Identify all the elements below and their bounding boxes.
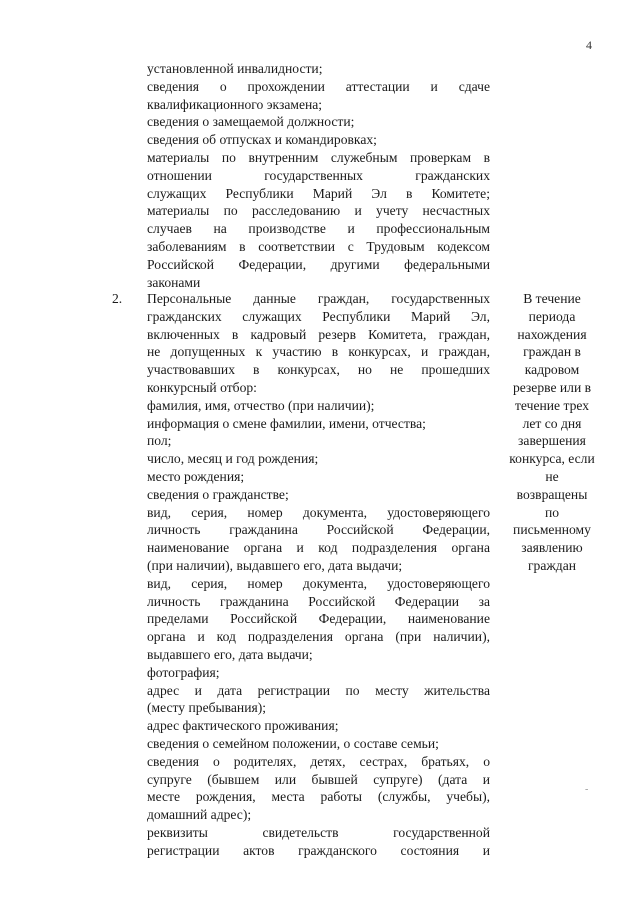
text-line: личность гражданина Российской Федерации за: [147, 593, 490, 609]
text-line: пределами Российской Федерации, наименование: [147, 611, 490, 627]
period-line: кадровом: [524, 362, 580, 378]
period-line: письменному: [513, 522, 591, 538]
retention-period: [502, 290, 602, 575]
period-line: заявлению: [521, 540, 583, 556]
period-line: граждан в: [523, 344, 581, 360]
text-line: число, месяц и год рождения;: [147, 451, 319, 467]
text-line: пол;: [147, 433, 172, 449]
period-line: по: [544, 504, 560, 520]
text-line: Российской Федерации, другими федеральными: [147, 256, 490, 272]
text-line: фамилия, имя, отчество (при наличии);: [147, 397, 375, 413]
text-line: сведения о гражданстве;: [147, 486, 289, 502]
page-number: 4: [586, 38, 592, 52]
text-line: законами: [147, 274, 201, 290]
text-line: участвовавших в конкурсах, но не прошедших: [147, 362, 490, 378]
period-line: течение трех: [514, 397, 590, 413]
item-number: 2.: [112, 291, 123, 306]
first-block: [147, 60, 490, 291]
text-line: наименование органа и код подразделения органа: [147, 540, 490, 556]
text-line: фотография;: [147, 664, 220, 680]
text-line: служащих Республики Марий Эл в Комитете;: [147, 185, 490, 201]
second-block: [147, 290, 490, 860]
text-line: вид, серия, номер документа, удостоверяющего: [147, 504, 490, 520]
period-line: конкурса, если: [509, 451, 595, 467]
period-line: лет со дня: [522, 415, 582, 431]
text-line: сведения о семейном положении, о составе семьи;: [147, 735, 439, 751]
text-line: (месту пребывания);: [147, 700, 267, 716]
text-line: выдавшего его, дата выдачи;: [147, 646, 313, 662]
period-line: В течение: [523, 291, 581, 306]
text-line: адрес и дата регистрации по месту жительства: [147, 682, 490, 698]
period-line: не: [545, 468, 559, 484]
text-line: адрес фактического проживания;: [147, 718, 339, 734]
text-line: случаев на производстве и профессиональным: [147, 221, 490, 237]
text-line: сведения о прохождении аттестации и сдаче: [147, 78, 490, 94]
text-line: заболеваниям в соответствии с Трудовым кодексом: [147, 238, 490, 254]
period-line: завершения: [518, 433, 586, 449]
text-line: включенных в кадровый резерв Комитета, граждан,: [147, 326, 490, 342]
text-line: месте рождения, места работы (службы, учебы),: [147, 789, 490, 805]
text-line: реквизиты свидетельств государственной: [147, 824, 490, 840]
text-line: органа и код подразделения органа (при наличии),: [147, 629, 490, 645]
text-line: домашний адрес);: [147, 807, 252, 823]
text-line: личность гражданина Российской Федерации,: [147, 522, 490, 538]
text-line: (при наличии), выдавшего его, дата выдачи;: [147, 557, 403, 573]
scan-mark: -: [585, 784, 589, 795]
text-line: гражданских служащих Республики Марий Эл,: [147, 308, 490, 324]
text-line: вид, серия, номер документа, удостоверяющего: [147, 575, 490, 591]
text-line: регистрации актов гражданского состояния и: [147, 842, 490, 858]
text-line: сведения об отпусках и командировках;: [147, 132, 377, 148]
period-line: возвращены: [516, 486, 588, 502]
text-line: установленной инвалидности;: [147, 61, 323, 76]
period-line: граждан: [527, 557, 577, 573]
text-line: сведения о замещаемой должности;: [147, 114, 355, 130]
text-line: не допущенных к участию в конкурсах, и граждан,: [147, 344, 490, 360]
text-line: материалы по внутренним служебным проверкам в: [147, 149, 490, 165]
period-line: нахождения: [517, 326, 587, 342]
text-line: квалификационного экзамена;: [147, 96, 323, 112]
period-line: периода: [528, 308, 576, 324]
text-line: конкурсный отбор:: [147, 379, 257, 395]
text-line: место рождения;: [147, 468, 245, 484]
period-line: резерве или в: [512, 379, 592, 395]
text-line: сведения о родителях, детях, сестрах, братьях, о: [147, 753, 490, 769]
text-line: Персональные данные граждан, государственных: [147, 291, 490, 306]
text-line: отношении государственных гражданских: [147, 167, 490, 183]
text-line: материалы по расследованию и учету несчастных: [147, 203, 490, 219]
text-line: супруге (бывшем или бывшей супруге) (дата и: [147, 771, 490, 787]
text-line: информация о смене фамилии, имени, отчества;: [147, 415, 426, 431]
